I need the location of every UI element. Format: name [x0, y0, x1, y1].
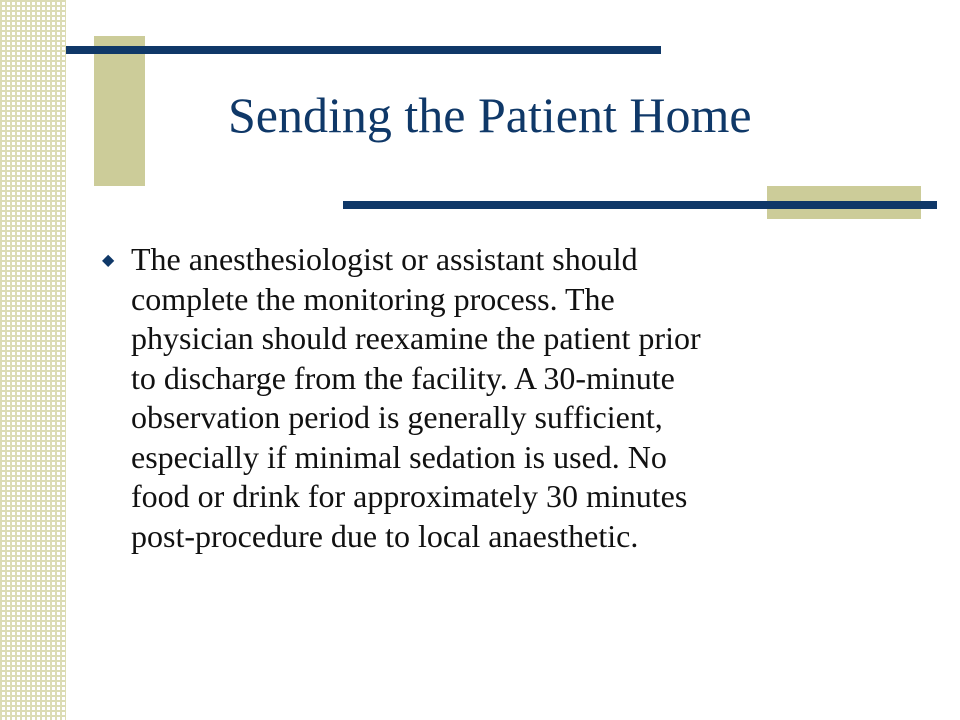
decorative-stripe-pattern [0, 0, 66, 720]
bullet-list-item [102, 240, 882, 556]
diamond-bullet-icon: ◆ [102, 250, 115, 269]
decorative-tan-block-left [94, 36, 145, 186]
bullet-text: The anesthesiologist or assistant should complete the monitoring process. The physician should reexamine the patient prior to discharge from the facility. A 30-minute observation period is generally sufficient, especially if minimal sedation is used. No food or drink for approximately 30 minutes post-procedure due to local anaesthetic. [131, 241, 701, 554]
decorative-navy-line-bottom [343, 201, 937, 209]
slide-title: Sending the Patient Home [228, 87, 752, 143]
decorative-navy-line-top [66, 46, 661, 54]
